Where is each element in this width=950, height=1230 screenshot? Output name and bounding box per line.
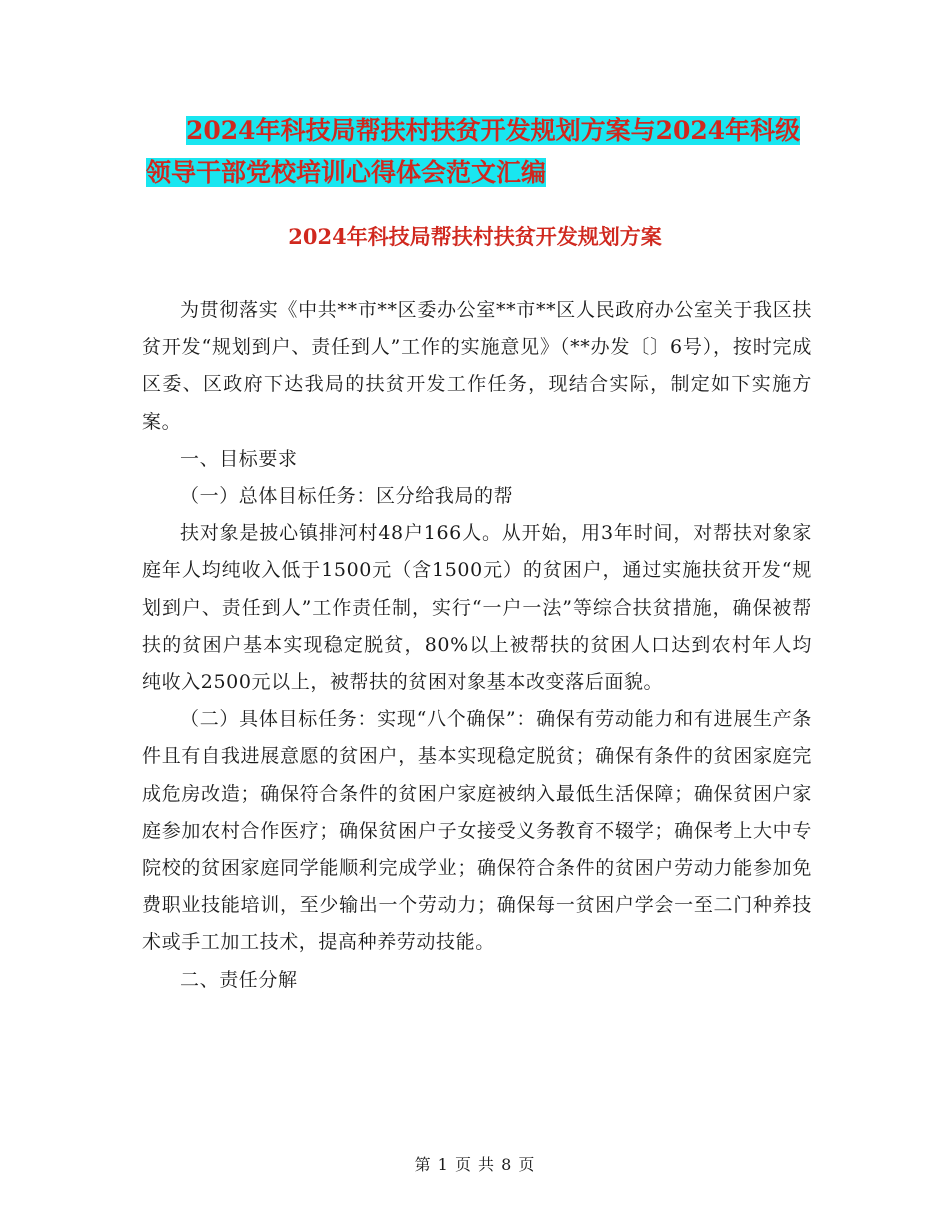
paragraph-specific-target: （二）具体目标任务：实现“八个确保”：确保有劳动能力和有进展生产条件且有自我进展意愿的贫困户，基本实现稳定脱贫；确保有条件的贫困家庭完成危房改造；确保符合条件的贫困户家庭被纳入最低生活保障；确保贫困户家庭参加农村合作医疗；确保贫困户子女接受义务教育不辍学；确保考上大中专院校的贫困家庭同学能顺利完成学业；确保符合条件的贫困户劳动力能参加免费职业技能培训，至少输出一个劳动力；确保每一贫困户学会一至二门种养技术或手工加工技术，提高种养劳动技能。 — [142, 708, 812, 954]
page-footer: 第 1 页 共 8 页 — [414, 1155, 536, 1174]
paragraph-overall-target: 扶对象是披心镇排河村48户166人。从开始，用3年时间，对帮扶对象家庭年人均纯收入低于1500元（含1500元）的贫困户，通过实施扶贫开发“规划到户、责任到人”工作责任制，实行“一户一法”等综合扶贫措施，确保被帮扶的贫困户基本实现稳定脱贫，80%以上被帮扶的贫困人口达到农村年人均纯收入2500元以上，被帮扶的贫困对象基本改变落后面貌。 — [142, 522, 812, 694]
paragraph-intro: 为贯彻落实《中共**市**区委办公室**市**区人民政府办公室关于我区扶贫开发“规划到户、责任到人”工作的实施意见》（**办发〔〕6号），按时完成区委、区政府下达我局的扶贫开发工作任务，现结合实际，制定如下实施方案。 — [142, 299, 812, 433]
document-title-line-1: 2024年科技局帮扶村扶贫开发规划方案与2024年科级 — [186, 116, 801, 145]
heading-responsibility: 二、责任分解 — [180, 968, 298, 991]
document-title — [146, 110, 826, 194]
heading-goals: 一、目标要求 — [180, 447, 298, 470]
heading-overall-target: （一）总体目标任务：区分给我局的帮 — [180, 485, 514, 508]
document-body — [142, 292, 812, 999]
section-title: 2024年科技局帮扶村扶贫开发规划方案 — [288, 224, 662, 249]
document-title-line-2: 领导干部党校培训心得体会范文汇编 — [146, 158, 547, 187]
